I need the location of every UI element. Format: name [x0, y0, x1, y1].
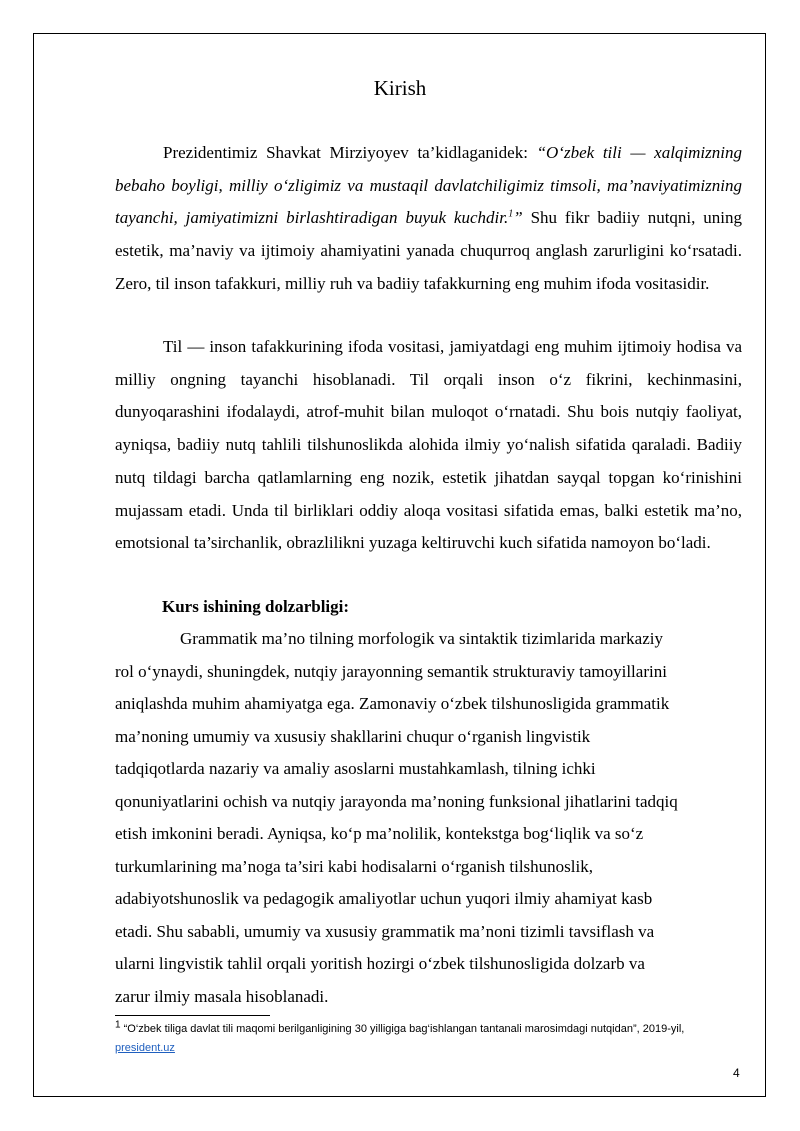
footnote-link[interactable]: president.uz	[115, 1042, 175, 1054]
footnote-text: “O‘zbek tiliga davlat tili maqomi berilganligining 30 yilligiga bag‘ishlangan tantanali marosimdagi nutqidan”, 2019-yil,	[120, 1023, 685, 1035]
page-number: 4	[733, 1066, 740, 1080]
paragraph-1-intro: Prezidentimiz Shavkat Mirziyoyev ta’kidlaganidek:	[163, 143, 537, 162]
paragraph-3-line: adabiyotshunoslik va pedagogik amaliyotlar uchun yuqori ilmiy ahamiyat kasb	[115, 889, 653, 908]
paragraph-3-line: qonuniyatlarini ochish va nutqiy jarayonda ma’noning funksional jihatlarini tadqiq	[115, 791, 678, 811]
footnote	[115, 1020, 745, 1058]
paragraph-3-line: turkumlarining ma’noga ta’siri kabi hodisalarni o‘rganish tilshunoslik,	[115, 856, 593, 876]
paragraph-1	[115, 137, 742, 301]
paragraph-3-line: aniqlashda muhim ahamiyatga ega. Zamonaviy o‘zbek tilshunosligida grammatik	[115, 694, 670, 713]
paragraph-3-line: etadi. Shu sababli, umumiy va xususiy grammatik ma’noni tizimli tavsiflash va	[115, 921, 655, 941]
paragraph-3-line: tadqiqotlarda nazariy va amaliy asoslarni mustahkamlash, tilning ichki	[115, 759, 596, 778]
page-title: Kirish	[373, 76, 427, 100]
paragraph-2: Til — inson tafakkurining ifoda vositasi, jamiyatdagi eng muhim ijtimoiy hodisa va milliy ongning tayanchi hisoblanadi. Til orqali inson o‘z fikrini, kechinmasini, dunyoqarashini ifodalaydi, atrof-muhit bilan muloqot o‘rnatadi. Shu bois nutqiy faoliyat, ayniqsa, badiiy nutq tahlili tilshunoslikda alohida ilmiy yo‘nalish sifatida qaraladi. Badiiy nutq tildagi barcha qatlamlarning eng nozik, estetik jihatdan sayqal topgan ko‘rinishini mujassam etadi. Unda til birliklari oddiy aloqa vositasi sifatida emas, balki estetik ma’no, emotsional ta’sirchanlik, obrazlilikni yuzaga keltiruvchi kuch sifatida namoyon bo‘ladi.	[115, 337, 742, 553]
footnote-reference[interactable]: 1	[508, 208, 514, 220]
paragraph-3-line: etish imkonini beradi. Ayniqsa, ko‘p ma’nolilik, kontekstga bog‘liqlik va so‘z	[115, 824, 644, 843]
footnote-separator	[115, 1015, 270, 1016]
section-heading: Kurs ishining dolzarbligi:	[162, 597, 350, 616]
paragraph-3-line: ularni lingvistik tahlil orqali yoritish hozirgi o‘zbek tilshunosligida dolzarb va	[115, 954, 645, 973]
paragraph-3-line: rol o‘ynaydi, shuningdek, nutqiy jarayonning semantik strukturaviy tamoyillarini	[115, 661, 667, 681]
paragraph-1-quote: “O‘zbek tili — xalqimizning bebaho boyligi, milliy o‘zligimiz va mustaqil davlatchiligimiz timsoli, ma’naviyatimizning tayanchi, jamiyatimizni birlashtiradigan buyuk kuchdir.	[115, 143, 742, 228]
quote-close: ”	[513, 208, 523, 228]
paragraph-1-rest: Shu fikr badiiy nutqni, uning estetik, ma’naviy va ijtimoiy ahamiyatini yanada chuqurroq anglash zarurligini ko‘rsatadi. Zero, til inson tafakkuri, milliy ruh va badiiy tafakkurning eng muhim ifoda vositasidir.	[115, 208, 742, 293]
paragraph-3-line: zarur ilmiy masala hisoblanadi.	[115, 986, 329, 1006]
paragraph-3-line: Grammatik ma’no tilning morfologik va sintaktik tizimlarida markaziy	[180, 629, 663, 648]
footnote-number: 1	[115, 1019, 121, 1031]
paragraph-3-line: ma’noning umumiy va xususiy shakllarini chuqur o‘rganish lingvistik	[115, 726, 591, 746]
